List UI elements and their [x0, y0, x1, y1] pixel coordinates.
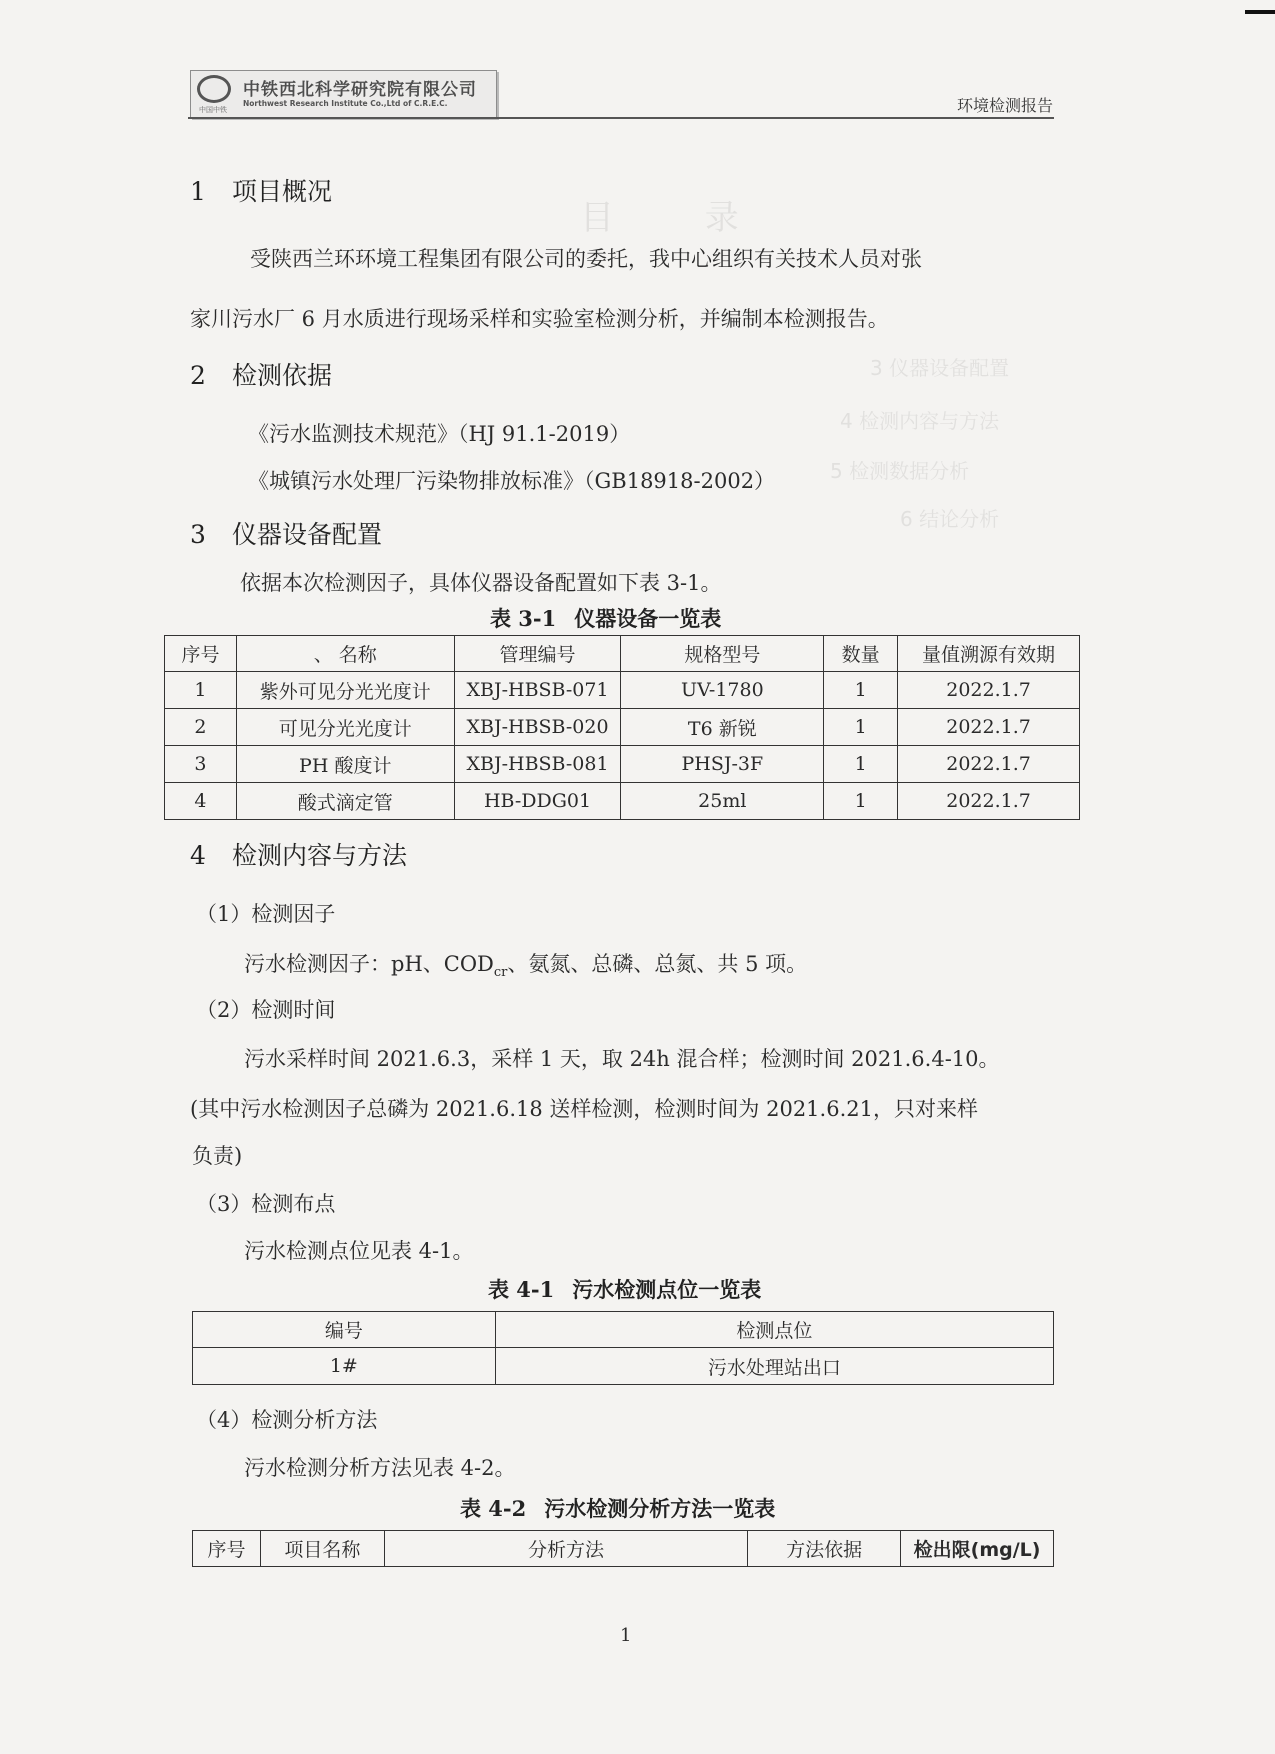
section-heading: 3 仪器设备配置: [190, 520, 383, 549]
table-header-cell: 检出限(mg/L): [901, 1531, 1054, 1567]
table-cell: 2022.1.7: [898, 672, 1080, 709]
table-cell: XBJ-HBSB-071: [454, 672, 621, 709]
table-cell: 1: [165, 672, 237, 709]
table-cell: 2022.1.7: [898, 783, 1080, 820]
ghost-toc-title: 目 录: [580, 198, 779, 238]
table-cell: 酸式滴定管: [236, 783, 454, 820]
table-cell: 污水处理站出口: [495, 1348, 1053, 1385]
ghost-toc-item: 3 仪器设备配置: [870, 356, 1010, 380]
subsection-heading: （3）检测布点: [196, 1192, 336, 1216]
table-cell: T6 新锐: [621, 709, 824, 746]
table-cell: 4: [165, 783, 237, 820]
paragraph-line: (其中污水检测因子总磷为 2021.6.18 送样检测，检测时间为 2021.6.21，只对来样: [190, 1097, 978, 1121]
table-cell: 3: [165, 746, 237, 783]
table-row: [165, 746, 1080, 783]
table-cell: 1: [824, 783, 898, 820]
table-cell: 2: [165, 709, 237, 746]
table-header-cell: 方法依据: [748, 1531, 901, 1567]
table-cell: XBJ-HBSB-020: [454, 709, 621, 746]
table-header-cell: 项目名称: [260, 1531, 384, 1567]
table-cell: 1: [824, 672, 898, 709]
table-cell: HB-DDG01: [454, 783, 621, 820]
table-caption: 表 4-1 污水检测点位一览表: [488, 1277, 762, 1302]
table-cell: 1: [824, 746, 898, 783]
section-heading: 4 检测内容与方法: [190, 841, 408, 870]
reference-line: 《城镇污水处理厂污染物排放标准》（GB18918-2002）: [248, 469, 776, 493]
company-name-cn: 中铁西北科学研究院有限公司: [243, 80, 477, 100]
table-cell: 2022.1.7: [898, 709, 1080, 746]
table-cell: PH 酸度计: [236, 746, 454, 783]
paragraph-line: 污水检测因子：pH、$COD_{cr}$、氨氮、总磷、总氮、共 5 项。: [244, 952, 808, 981]
table-cell: 紫外可见分光光度计: [236, 672, 454, 709]
table-header-row: [193, 1312, 1054, 1348]
table-cell: 1#: [193, 1348, 496, 1385]
table-cell: XBJ-HBSB-081: [454, 746, 621, 783]
table-header-cell: 规格型号: [621, 636, 824, 672]
table-header-cell: 序号: [165, 636, 237, 672]
paragraph-line: 污水检测点位见表 4-1。: [244, 1239, 474, 1263]
sampling-points-table: [192, 1311, 1054, 1385]
section-heading: 1 项目概况: [190, 177, 333, 206]
table-row: [165, 672, 1080, 709]
table-cell: 可见分光光度计: [236, 709, 454, 746]
page-number: 1: [620, 1625, 632, 1646]
equipment-table: [164, 635, 1080, 820]
paragraph-line: 受陕西兰环环境工程集团有限公司的委托，我中心组织有关技术人员对张: [250, 247, 922, 271]
table-header-cell: 分析方法: [384, 1531, 748, 1567]
scan-mark: [1245, 10, 1275, 14]
paragraph-line: 家川污水厂 6 月水质进行现场采样和实验室检测分析，并编制本检测报告。: [190, 307, 889, 331]
paragraph-line: 负责): [192, 1144, 243, 1168]
table-caption: 表 4-2 污水检测分析方法一览表: [460, 1496, 776, 1521]
table-header-cell: 量值溯源有效期: [898, 636, 1080, 672]
paragraph-line: 污水采样时间 2021.6.3，采样 1 天，取 24h 混合样；检测时间 2021.6.4-10。: [244, 1047, 1000, 1071]
table-cell: PHSJ-3F: [621, 746, 824, 783]
table-header-cell: 、 名称: [236, 636, 454, 672]
ghost-toc-item: 6 结论分析: [900, 507, 1000, 531]
header-rule: [188, 117, 1054, 119]
table-cell: 1: [824, 709, 898, 746]
analysis-methods-table: [192, 1530, 1054, 1567]
logo-sub-text: 中国中铁: [199, 106, 227, 114]
table-header-cell: 编号: [193, 1312, 496, 1348]
table-cell: UV-1780: [621, 672, 824, 709]
report-type: 环境检测报告: [956, 96, 1053, 115]
table-header-cell: 管理编号: [454, 636, 621, 672]
table-caption: 表 3-1 仪器设备一览表: [490, 606, 722, 631]
reference-line: 《污水监测技术规范》（HJ 91.1-2019）: [248, 422, 631, 446]
ghost-toc-item: 4 检测内容与方法: [840, 409, 1000, 433]
table-cell: 2022.1.7: [898, 746, 1080, 783]
table-row: [165, 709, 1080, 746]
table-row: [165, 783, 1080, 820]
table-header-row: [165, 636, 1080, 672]
table-header-cell: 数量: [824, 636, 898, 672]
subsection-heading: （4）检测分析方法: [196, 1408, 378, 1432]
paragraph-line: 污水检测分析方法见表 4-2。: [244, 1456, 516, 1480]
table-row: [193, 1348, 1054, 1385]
table-header-row: [193, 1531, 1054, 1567]
paragraph-line: 依据本次检测因子，具体仪器设备配置如下表 3-1。: [240, 571, 722, 595]
company-logo: [190, 70, 497, 118]
section-heading: 2 检测依据: [190, 361, 333, 390]
table-header-cell: 检测点位: [495, 1312, 1053, 1348]
ghost-toc-item: 5 检测数据分析: [830, 459, 970, 483]
company-name-en: Northwest Research Institute Co.,Ltd of C.R.E.C.: [243, 99, 448, 108]
crec-logo-icon: [197, 75, 231, 103]
table-header-cell: 序号: [193, 1531, 261, 1567]
table-cell: 25ml: [621, 783, 824, 820]
subsection-heading: （1）检测因子: [196, 902, 336, 926]
subsection-heading: （2）检测时间: [196, 998, 336, 1022]
